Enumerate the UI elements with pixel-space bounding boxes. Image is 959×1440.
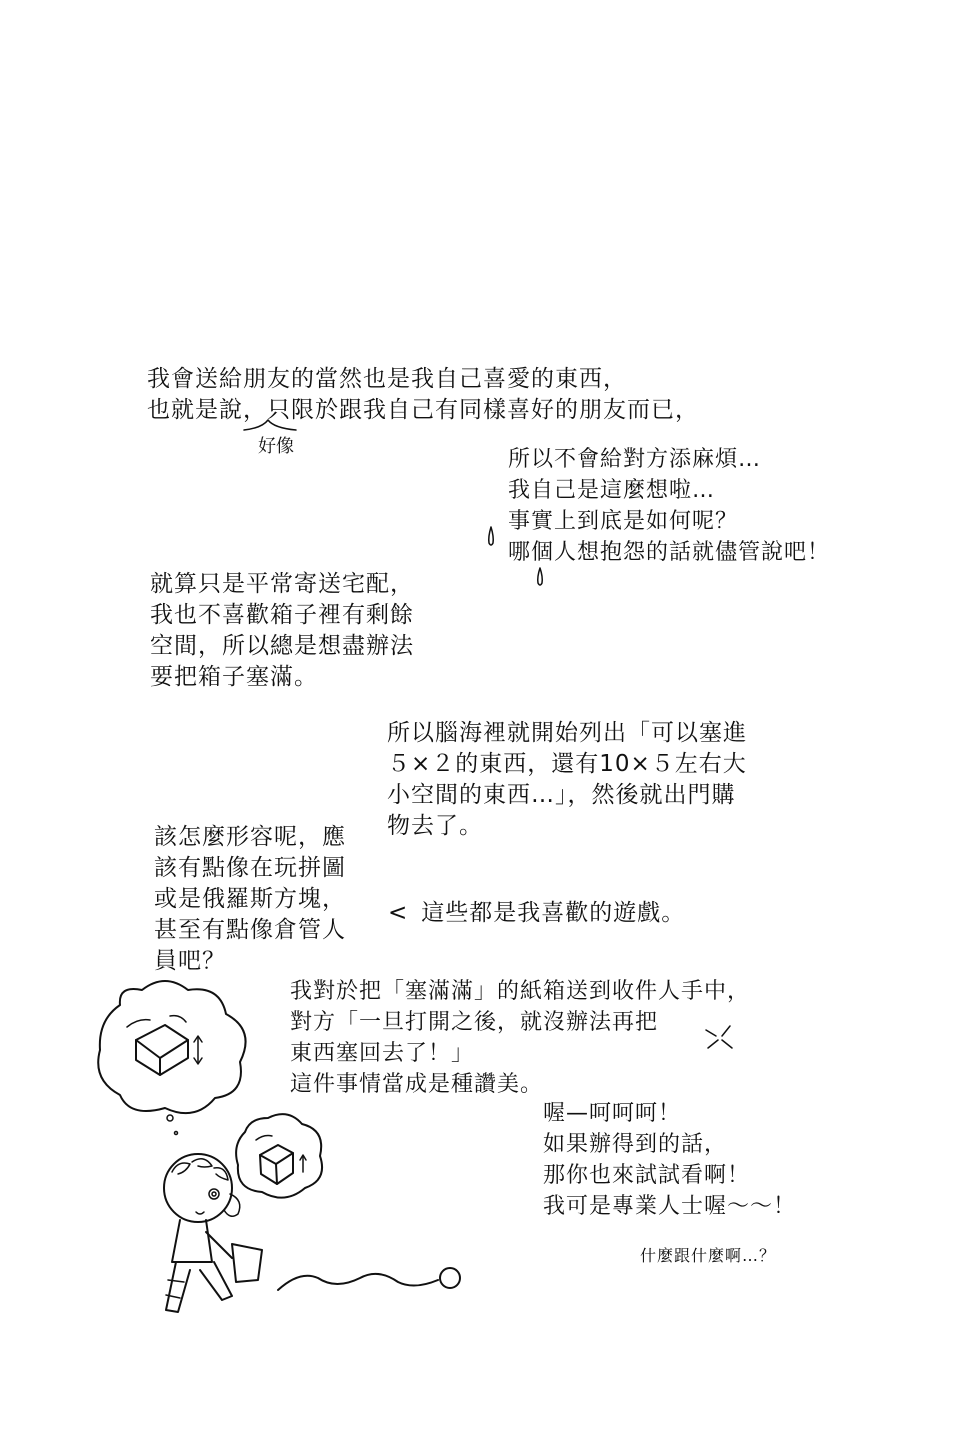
side-note-line: 事實上到底是如何呢？ [508, 509, 739, 534]
annoyance-mark-icon [706, 1026, 732, 1048]
puzzle-line: 該怎麼形容呢，應 [154, 824, 346, 850]
side-note-line: 我自己是這麼想啦… [508, 478, 716, 503]
motion-end-circle-icon [440, 1268, 460, 1288]
small-thought-bubble-icon [236, 1114, 322, 1197]
delivery-line: 我也不喜歡箱子裡有剩餘 [150, 602, 414, 628]
intro-line: 也就是說，只限於跟我自己有同樣喜好的朋友而已， [147, 397, 699, 423]
left-arrow-mark: < [388, 900, 408, 926]
footer-note: 什麼跟什麼啊…？ [640, 1246, 777, 1265]
puzzle-line: 甚至有點像倉管人 [154, 917, 346, 943]
side-note-line: 所以不會給對方添麻煩… [508, 447, 762, 472]
motion-line-icon [278, 1274, 438, 1290]
list-out-line: 小空間的東西…」，然後就出門購 [387, 782, 736, 808]
intro-line: 我會送給朋友的當然也是我自己喜愛的東西， [147, 366, 627, 392]
side-note-line: 哪個人想抱怨的話就儘管說吧！ [508, 540, 831, 565]
full-box-line: 東西塞回去了！」 [290, 1041, 475, 1066]
challenge-line: 那你也來試試看啊！ [543, 1163, 751, 1188]
delivery-line: 要把箱子塞滿。 [150, 664, 318, 690]
delivery-line: 就算只是平常寄送宅配， [150, 571, 414, 597]
challenge-line: 喔—呵呵呵！ [543, 1101, 682, 1126]
challenge-line: 我可是專業人士喔～～！ [543, 1194, 797, 1219]
intro-annotation: 好像 [258, 436, 294, 457]
delivery-line: 空間，所以總是想盡辦法 [150, 633, 414, 659]
list-out-line: 物去了。 [387, 813, 483, 839]
full-box-line: 對方「一旦打開之後，就沒辦法再把 [290, 1010, 659, 1035]
thought-bubble-box-icon [98, 981, 245, 1135]
puzzle-line: 員吧？ [154, 948, 226, 974]
puzzle-line: 該有點像在玩拼圖 [154, 855, 346, 881]
sweat-drop-icon [538, 568, 543, 585]
challenge-line: 如果辦得到的話， [543, 1132, 728, 1157]
list-out-line: ５×２的東西，還有10×５左右大 [387, 751, 747, 777]
full-box-line: 我對於把「塞滿滿」的紙箱送到收件人手中， [290, 979, 751, 1004]
full-box-line: 這件事情當成是種讚美。 [290, 1072, 544, 1097]
games-note-text: 這些都是我喜歡的遊戲。 [421, 900, 686, 926]
puzzle-line: 或是俄羅斯方塊， [154, 886, 346, 912]
brace-mark [244, 420, 296, 430]
chibi-character-icon [164, 1154, 262, 1312]
list-out-line: 所以腦海裡就開始列出「可以塞進 [387, 720, 747, 746]
sweat-drop-icon [489, 527, 494, 545]
